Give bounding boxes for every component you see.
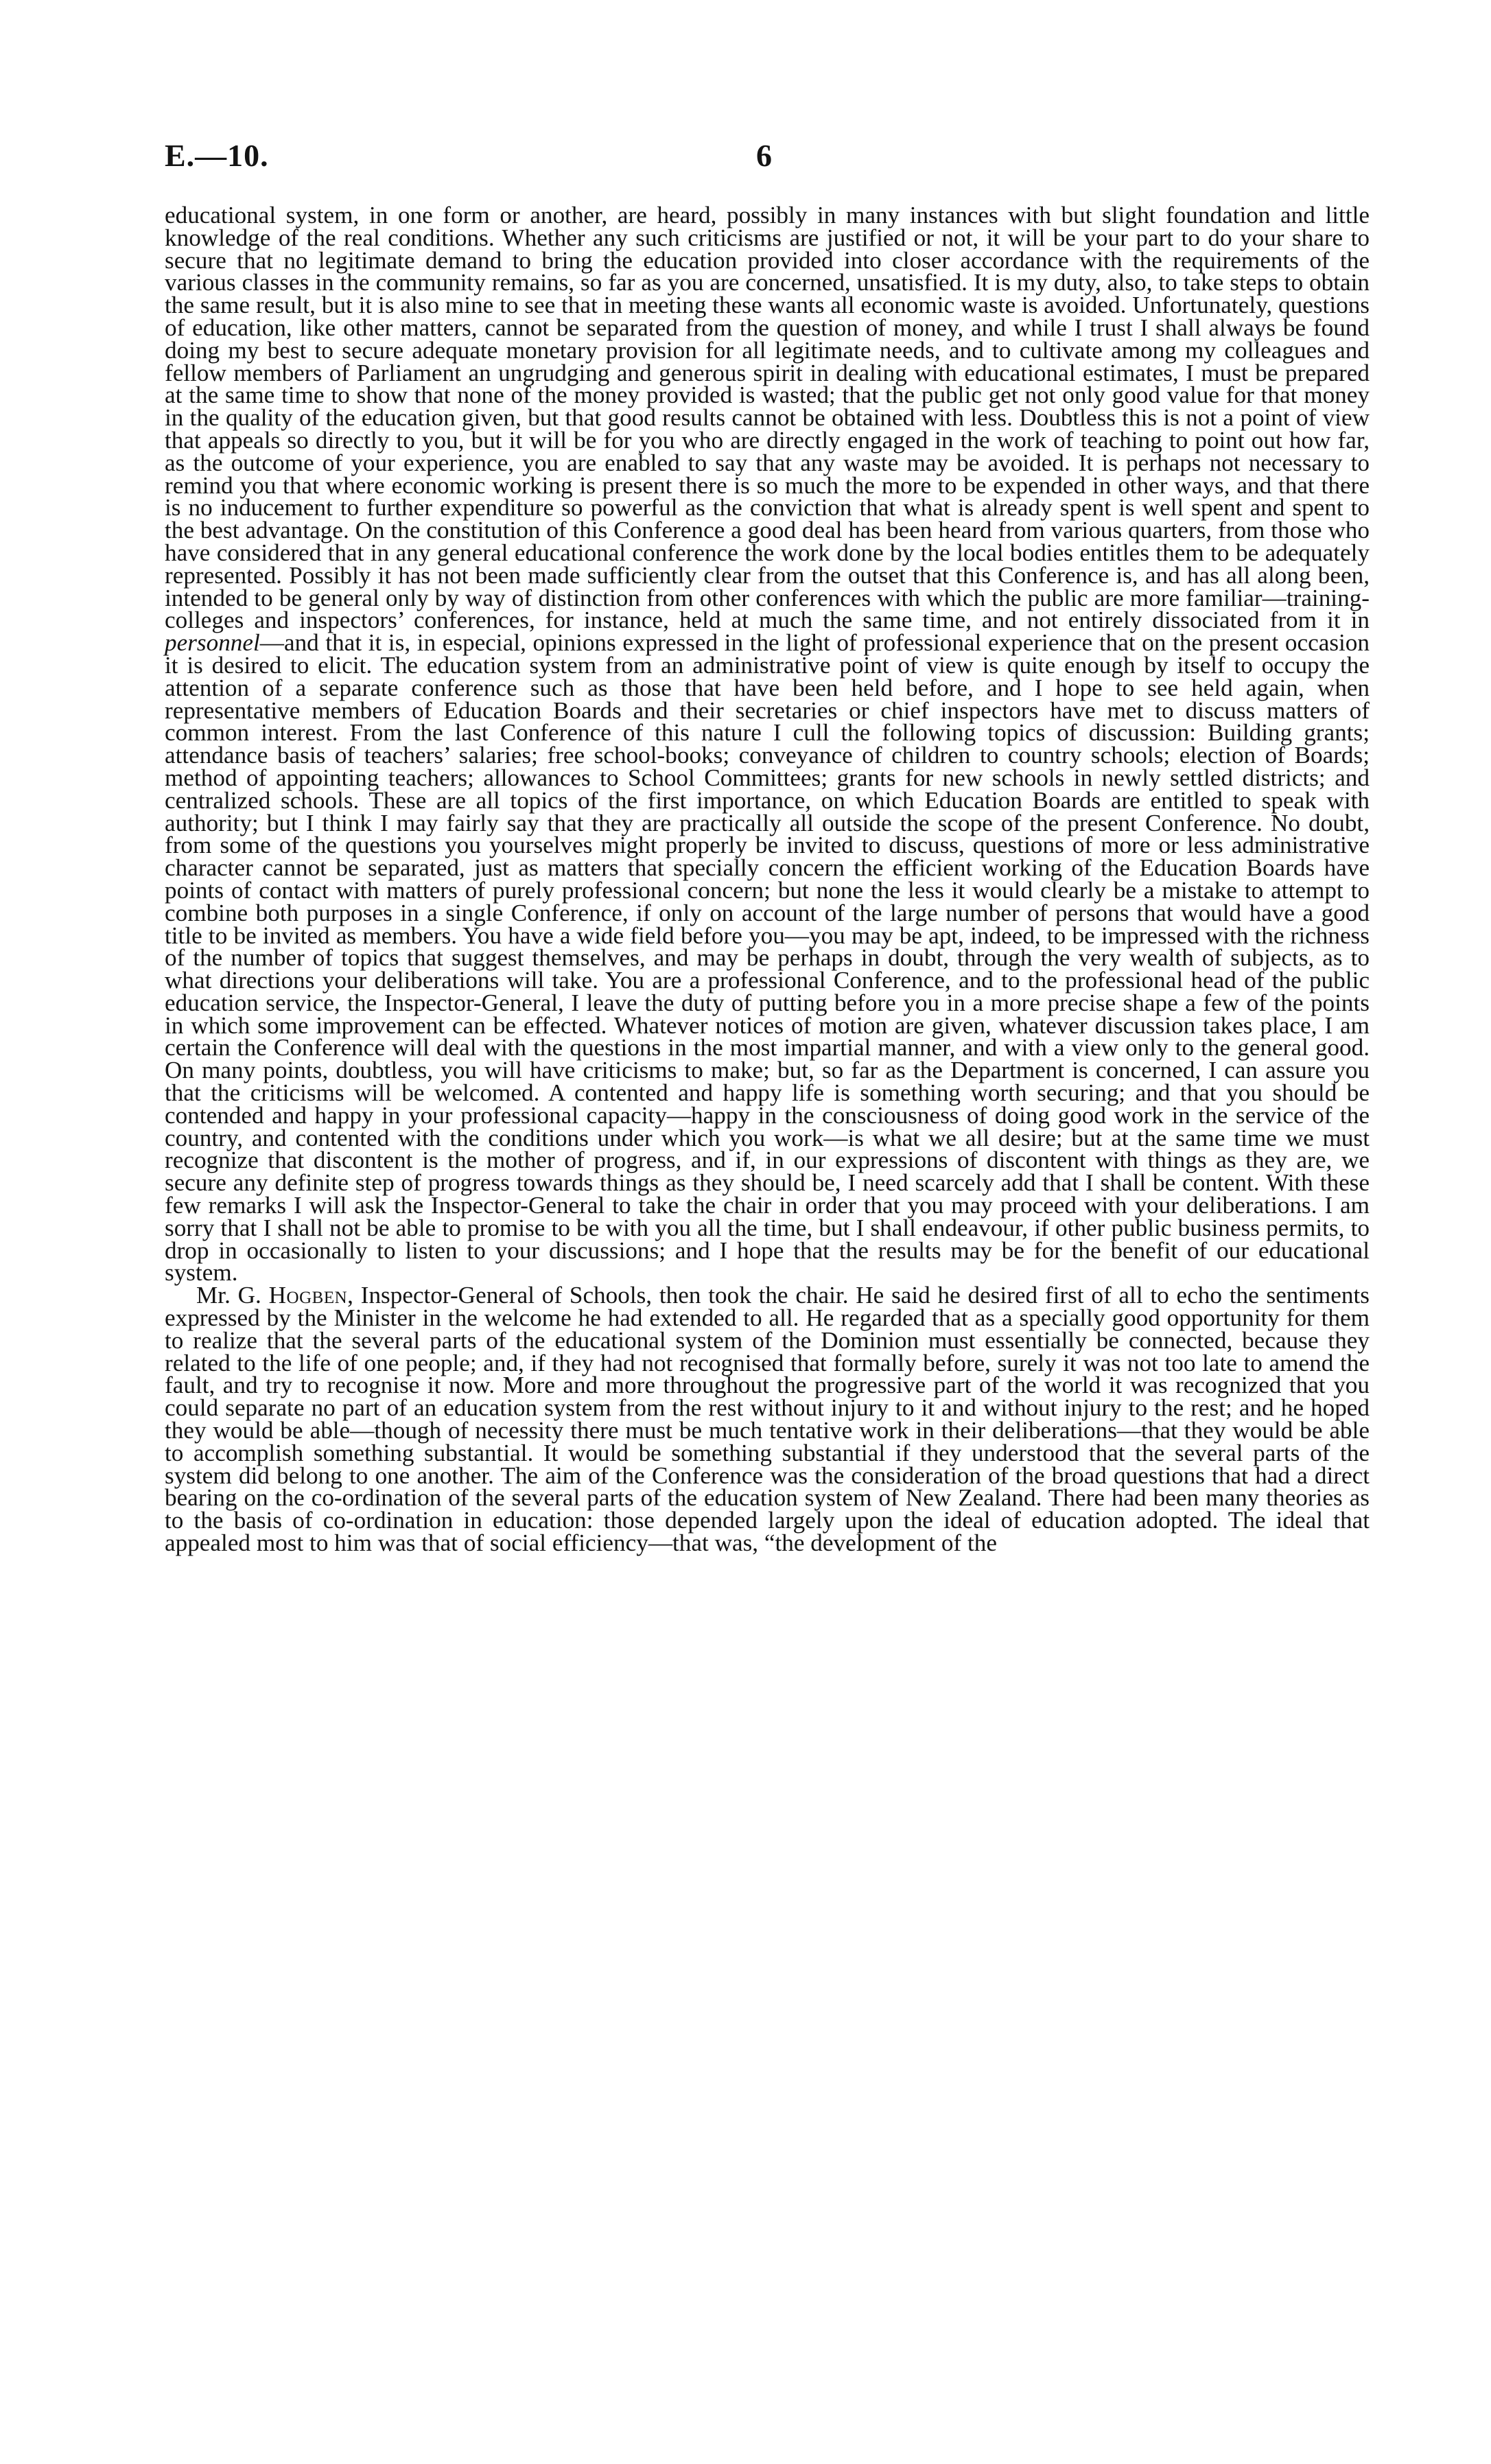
document-reference: E.—10.: [165, 138, 269, 173]
paragraph-hogben: [165, 1284, 1370, 1555]
paragraph-prefix: Mr. G.: [196, 1282, 269, 1309]
speaker-name: Hogben: [268, 1282, 348, 1309]
paragraph-text: educational system, in one form or another, are heard, possibly in many instances with but slight foundation and little knowledge of the real conditions. Whether any such criticisms are justified or not, it will be your part to do your share to secure that no legitimate demand to bring the education provided into closer accordance with the requirements of the various classes in the community remains, so far as you are concerned, unsatisfied. It is my duty, also, to take steps to obtain the same result, but it is also mine to see that in meeting these wants all economic waste is avoided. Unfortunately, questions of education, like other matters, cannot be separated from the question of money, and while I trust I shall always be found doing my best to secure adequate monetary provision for all legitimate needs, and to cultivate among my colleagues and fellow members of Parliament an ungrudging and generous spirit in dealing with educational estimates, I must be prepared at the same time to show that none of the money provided is wasted; that the public get not only good value for that money in the quality of the education given, but that good results cannot be obtained with less. Doubtless this is not a point of view that appeals so directly to you, but it will be for you who are directly engaged in the work of teaching to point out how far, as the outcome of your experience, you are enabled to say that any waste may be avoided. It is perhaps not necessary to remind you that where economic working is present there is so much the more to be expended in other ways, and that there is no inducement to further expenditure so powerful as the conviction that what is already spent is well spent and spent to the best advantage. On the constitution of this Conference a good deal has been heard from various quarters, from those who have considered that in any general educational conference the work done by the local bodies entitles them to be adequately represented. Possibly it has not been made sufficiently clear from the outset that this Conference is, and has all along been, intended to be general only by way of distinction from other conferences with which the public are more familiar—training-colleges and inspectors’ conferences, for instance, held at much the same time, and not entirely dissociated from it in: [165, 202, 1370, 634]
paragraph-minister-speech: [165, 202, 1370, 1287]
paragraph-text-continued: —and that it is, in especial, opinions expressed in the light of professional experience that on the present occasion it is desired to elicit. The education system from an administrative point of view is quite enough by itself to occupy the attention of a separate conference such as those that have been held before, and I hope to see held again, when representative members of Education Boards and their secretaries or chief inspectors have met to discuss matters of common interest. From the last Conference of this nature I cull the following topics of discussion: Building grants; attendance basis of teachers’ salaries; free school-books; conveyance of children to country schools; election of Boards; method of appointing teachers; allowances to School Committees; grants for new schools in newly settled districts; and centralized schools. These are all topics of the first importance, on which Education Boards are entitled to speak with authority; but I think I may fairly say that they are practically all outside the scope of the present Conference. No doubt, from some of the questions you yourselves might properly be invited to discuss, questions of more or less administrative character cannot be separated, just as matters that specially concern the efficient working of the Education Boards have points of contact with matters of purely professional concern; but none the less it would clearly be a mistake to attempt to combine both purposes in a single Conference, if only on account of the large number of persons that would have a good title to be invited as members. You have a wide field before you—you may be apt, indeed, to be impressed with the richness of the number of topics that suggest themselves, and may be perhaps in doubt, through the very wealth of subjects, as to what directions your deliberations will take. You are a professional Conference, and to the professional head of the public education service, the Inspector-General, I leave the duty of putting before you in a more precise shape a few of the points in which some improvement can be effected. Whatever notices of motion are given, whatever discussion takes place, I am certain the Conference will deal with the questions in the most impartial manner, and with a view only to the general good. On many points, doubtless, you will have criticisms to make; but, so far as the Department is concerned, I can assure you that the criticisms will be welcomed. A contented and happy life is something worth securing; and that you should be contended and happy in your professional capacity—happy in the consciousness of doing good work in the service of the country, and contented with the conditions under which you work—is what we all desire; but at the same time we must recognize that discontent is the mother of progress, and if, in our expressions of discontent with things as they are, we secure any definite step of progress towards things as they should be, I need scarcely add that I shall be content. With these few remarks I will ask the Inspector-General to take the chair in order that you may proceed with your deliberations. I am sorry that I shall not be able to promise to be with you all the time, but I shall endeavour, if other public business permits, to drop in occasionally to listen to your discussions; and I hope that the results may be for the benefit of our educational system.: [165, 629, 1370, 1287]
body-text: [165, 204, 1370, 1555]
paragraph-text: , Inspector-General of Schools, then took the chair. He said he desired first of all to echo the sentiments expressed by the Minister in the welcome he had extended to all. He regarded that as a specially good opportunity for them to realize that the several parts of the educational system of the Dominion must essentially be connected, because they related to the life of one people; and, if they had not recognised that formally before, surely it was not too late to amend the fault, and try to recognise it now. More and more throughout the progressive part of the world it was recognized that you could separate no part of an education system from the rest without injury to it and without injury to the rest; and he hoped they would be able—though of necessity there must be much tentative work in their deliberations—that they would be able to accomplish something substantial. It would be something substantial if they understood that the several parts of the system did belong to one another. The aim of the Conference was the consideration of the broad questions that had a direct bearing on the co-ordination of the several parts of the education system of New Zealand. There had been many theories as to the basis of co-ordination in education: those depended largely upon the ideal of education adopted. The ideal that appealed most to him was that of social efficiency—that was, “the development of the: [165, 1282, 1370, 1557]
page-number: 6: [756, 138, 772, 173]
page-header: [165, 137, 1372, 178]
italic-word: personnel: [165, 629, 260, 657]
